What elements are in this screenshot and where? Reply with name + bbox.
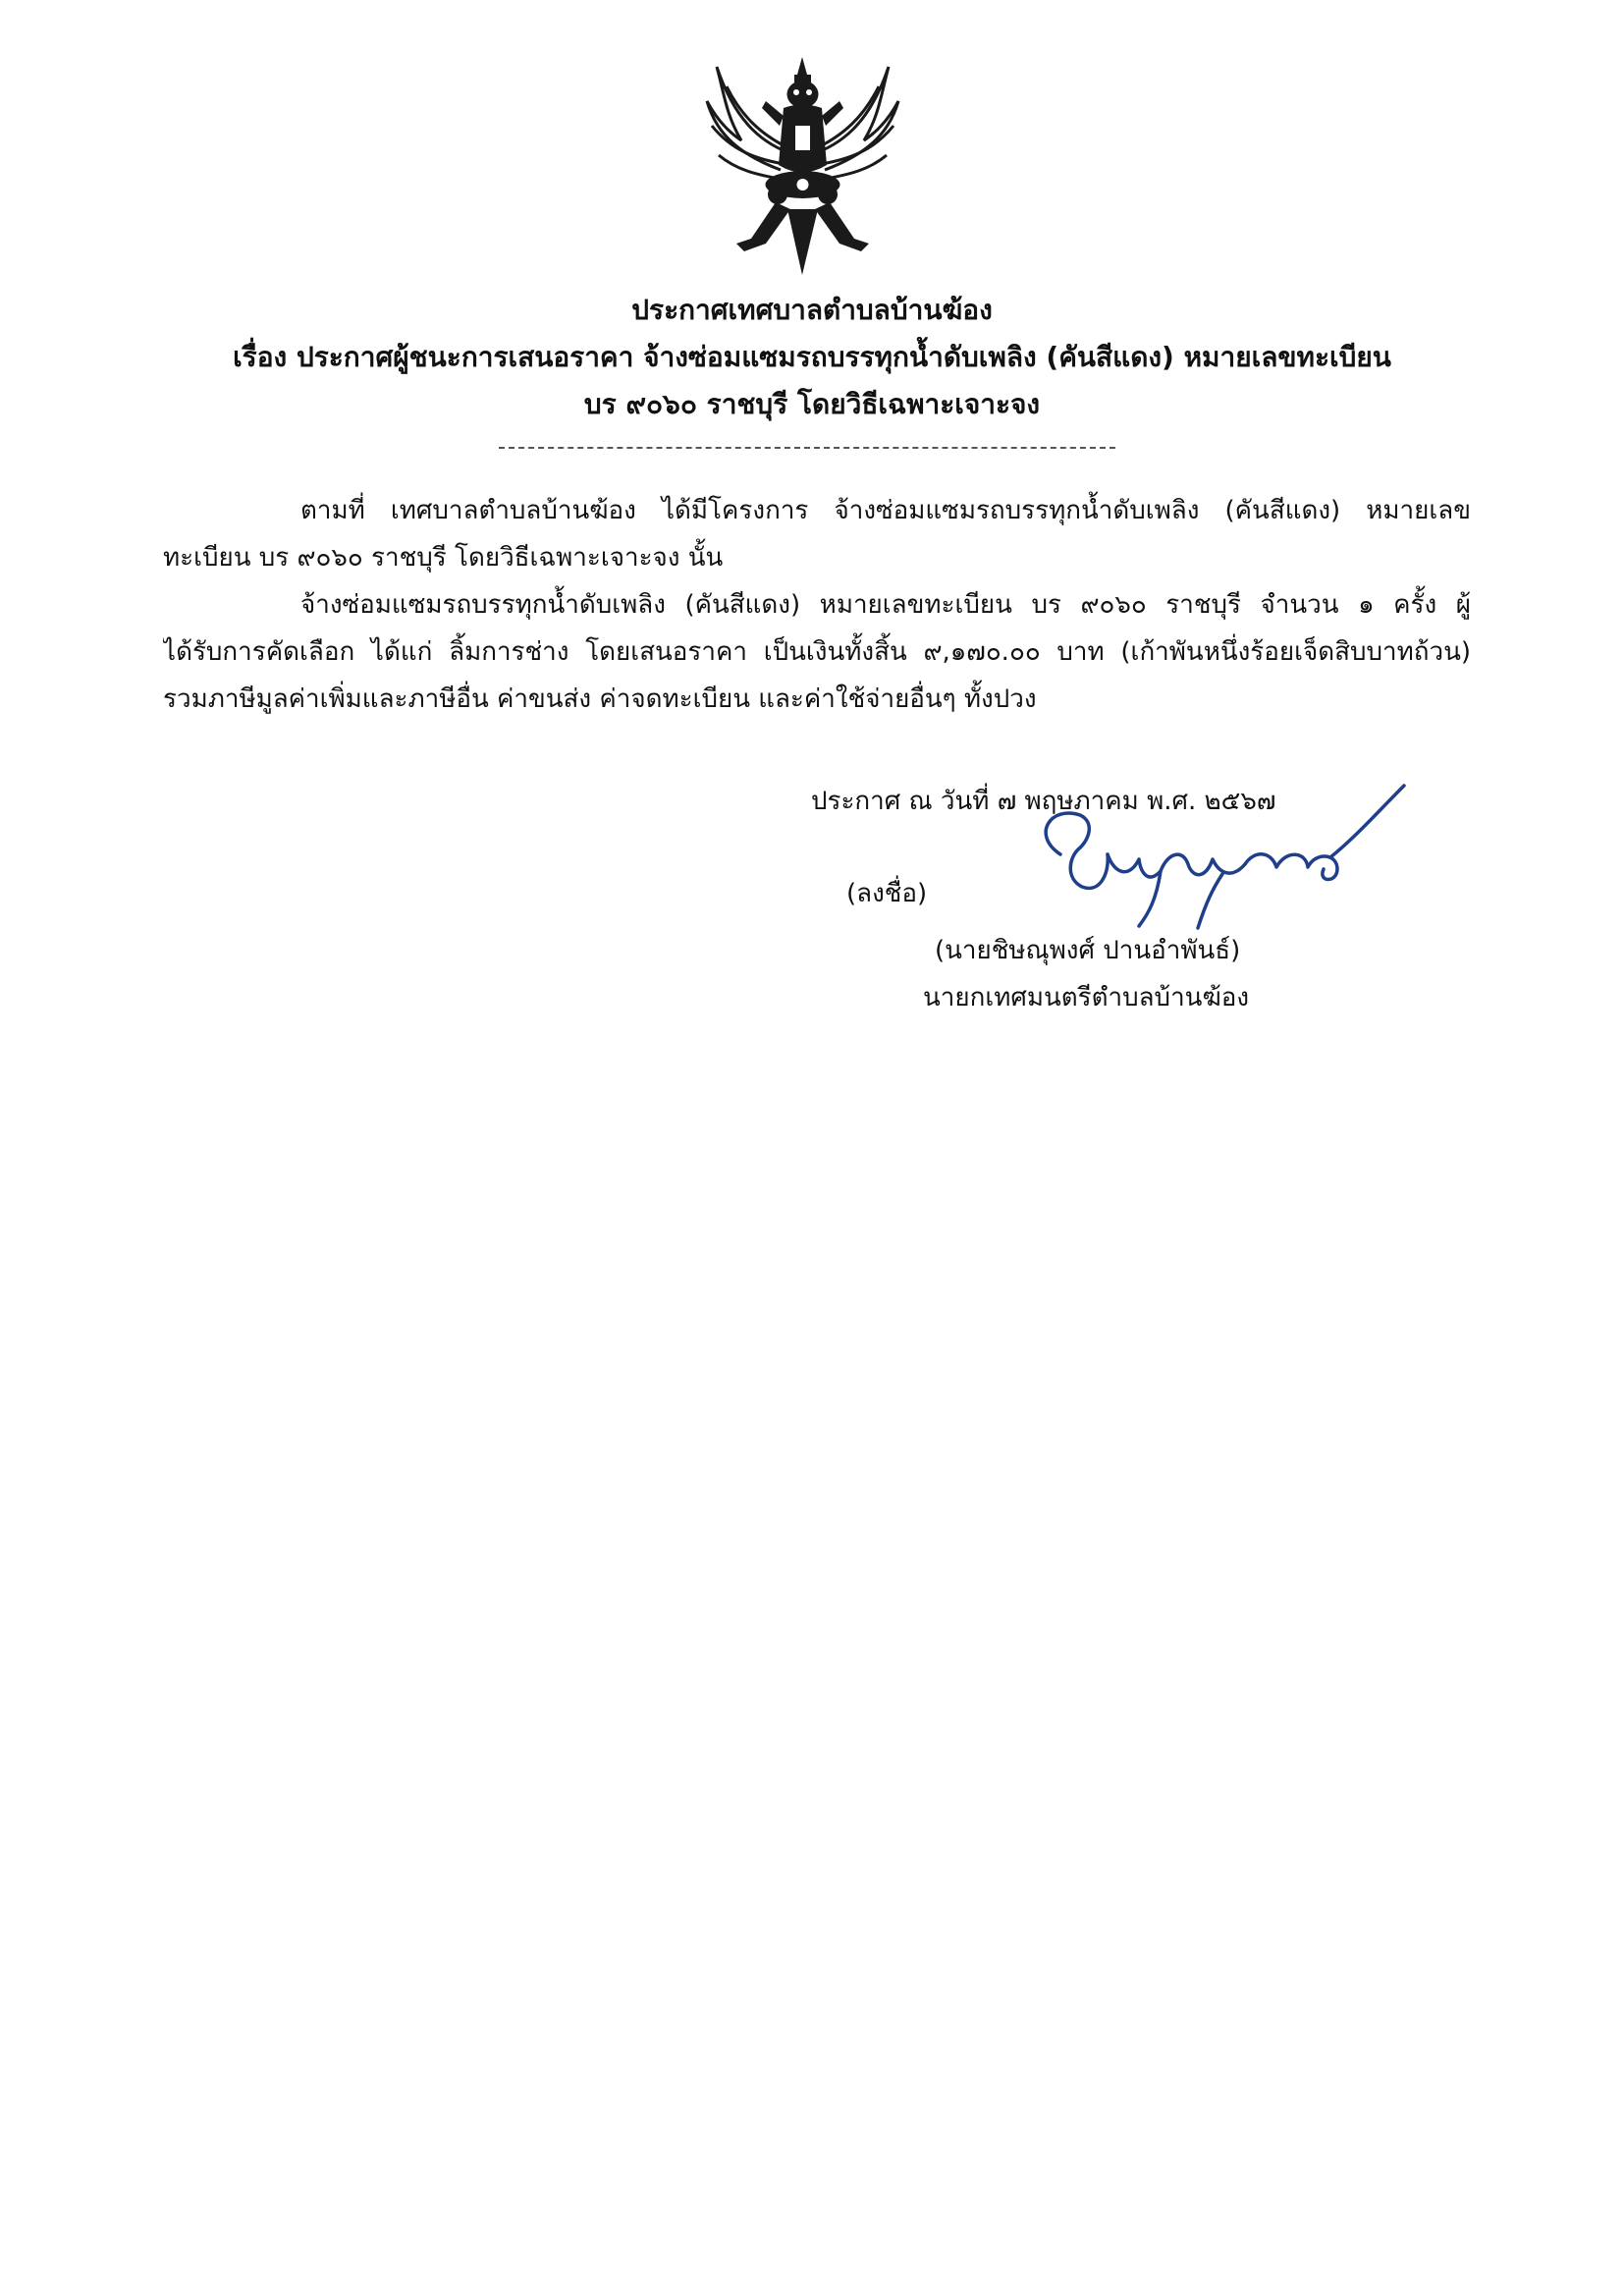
paragraph-2-line-3: รวมภาษีมูลค่าเพิ่มและภาษีอื่น ค่าขนส่ง ค่าจดทะเบียน และค่าใช้จ่ายอื่นๆ ทั้งปวง <box>163 684 1037 714</box>
document-subject-line-2: บร ๙๐๖๐ ราชบุรี โดยวิธีเฉพาะเจาะจง <box>583 388 1041 420</box>
garuda-emblem-icon <box>697 47 908 275</box>
announcement-body <box>163 487 1471 723</box>
announce-date: ประกาศ ณ วันที่ ๗ พฤษภาคม พ.ศ. ๒๕๖๗ <box>811 787 1276 816</box>
paragraph-1-line-2: ทะเบียน บร ๙๐๖๐ ราชบุรี โดยวิธีเฉพาะเจาะจง นั้น <box>163 543 724 573</box>
document-title: ประกาศเทศบาลตำบลบ้านฆ้อง <box>631 294 993 326</box>
paragraph-1-line-1: ตามที่ เทศบาลตำบลบ้านฆ้อง ได้มีโครงการ จ้างซ่อมแซมรถบรรทุกน้ำดับเพลิง (คันสีแดง) หมายเลข <box>300 496 1471 525</box>
signed-label: (ลงชื่อ) <box>846 879 928 908</box>
signer-name: (นายชิษณุพงศ์ ปานอำพันธ์) <box>935 936 1241 965</box>
handwritten-signature <box>992 781 1414 933</box>
signer-position: นายกเทศมนตรีตำบลบ้านฆ้อง <box>923 983 1250 1012</box>
dashed-divider <box>499 447 1115 449</box>
paragraph-2-line-2: ได้รับการคัดเลือก ได้แก่ ลิ้มการช่าง โดยเสนอราคา เป็นเงินทั้งสิ้น ๙,๑๗๐.๐๐ บาท (เก้าพันหนึ่งร้อยเจ็ดสิบบาทถ้วน) <box>163 637 1471 667</box>
document-subject-line-1: เรื่อง ประกาศผู้ชนะการเสนอราคา จ้างซ่อมแซมรถบรรทุกน้ำดับเพลิง (คันสีแดง) หมายเลขทะเบียน <box>233 341 1391 373</box>
document-header <box>0 287 1624 428</box>
paragraph-2-line-1: จ้างซ่อมแซมรถบรรทุกน้ำดับเพลิง (คันสีแดง) หมายเลขทะเบียน บร ๙๐๖๐ ราชบุรี จำนวน ๑ ครั้ง ผู้ <box>300 590 1471 620</box>
